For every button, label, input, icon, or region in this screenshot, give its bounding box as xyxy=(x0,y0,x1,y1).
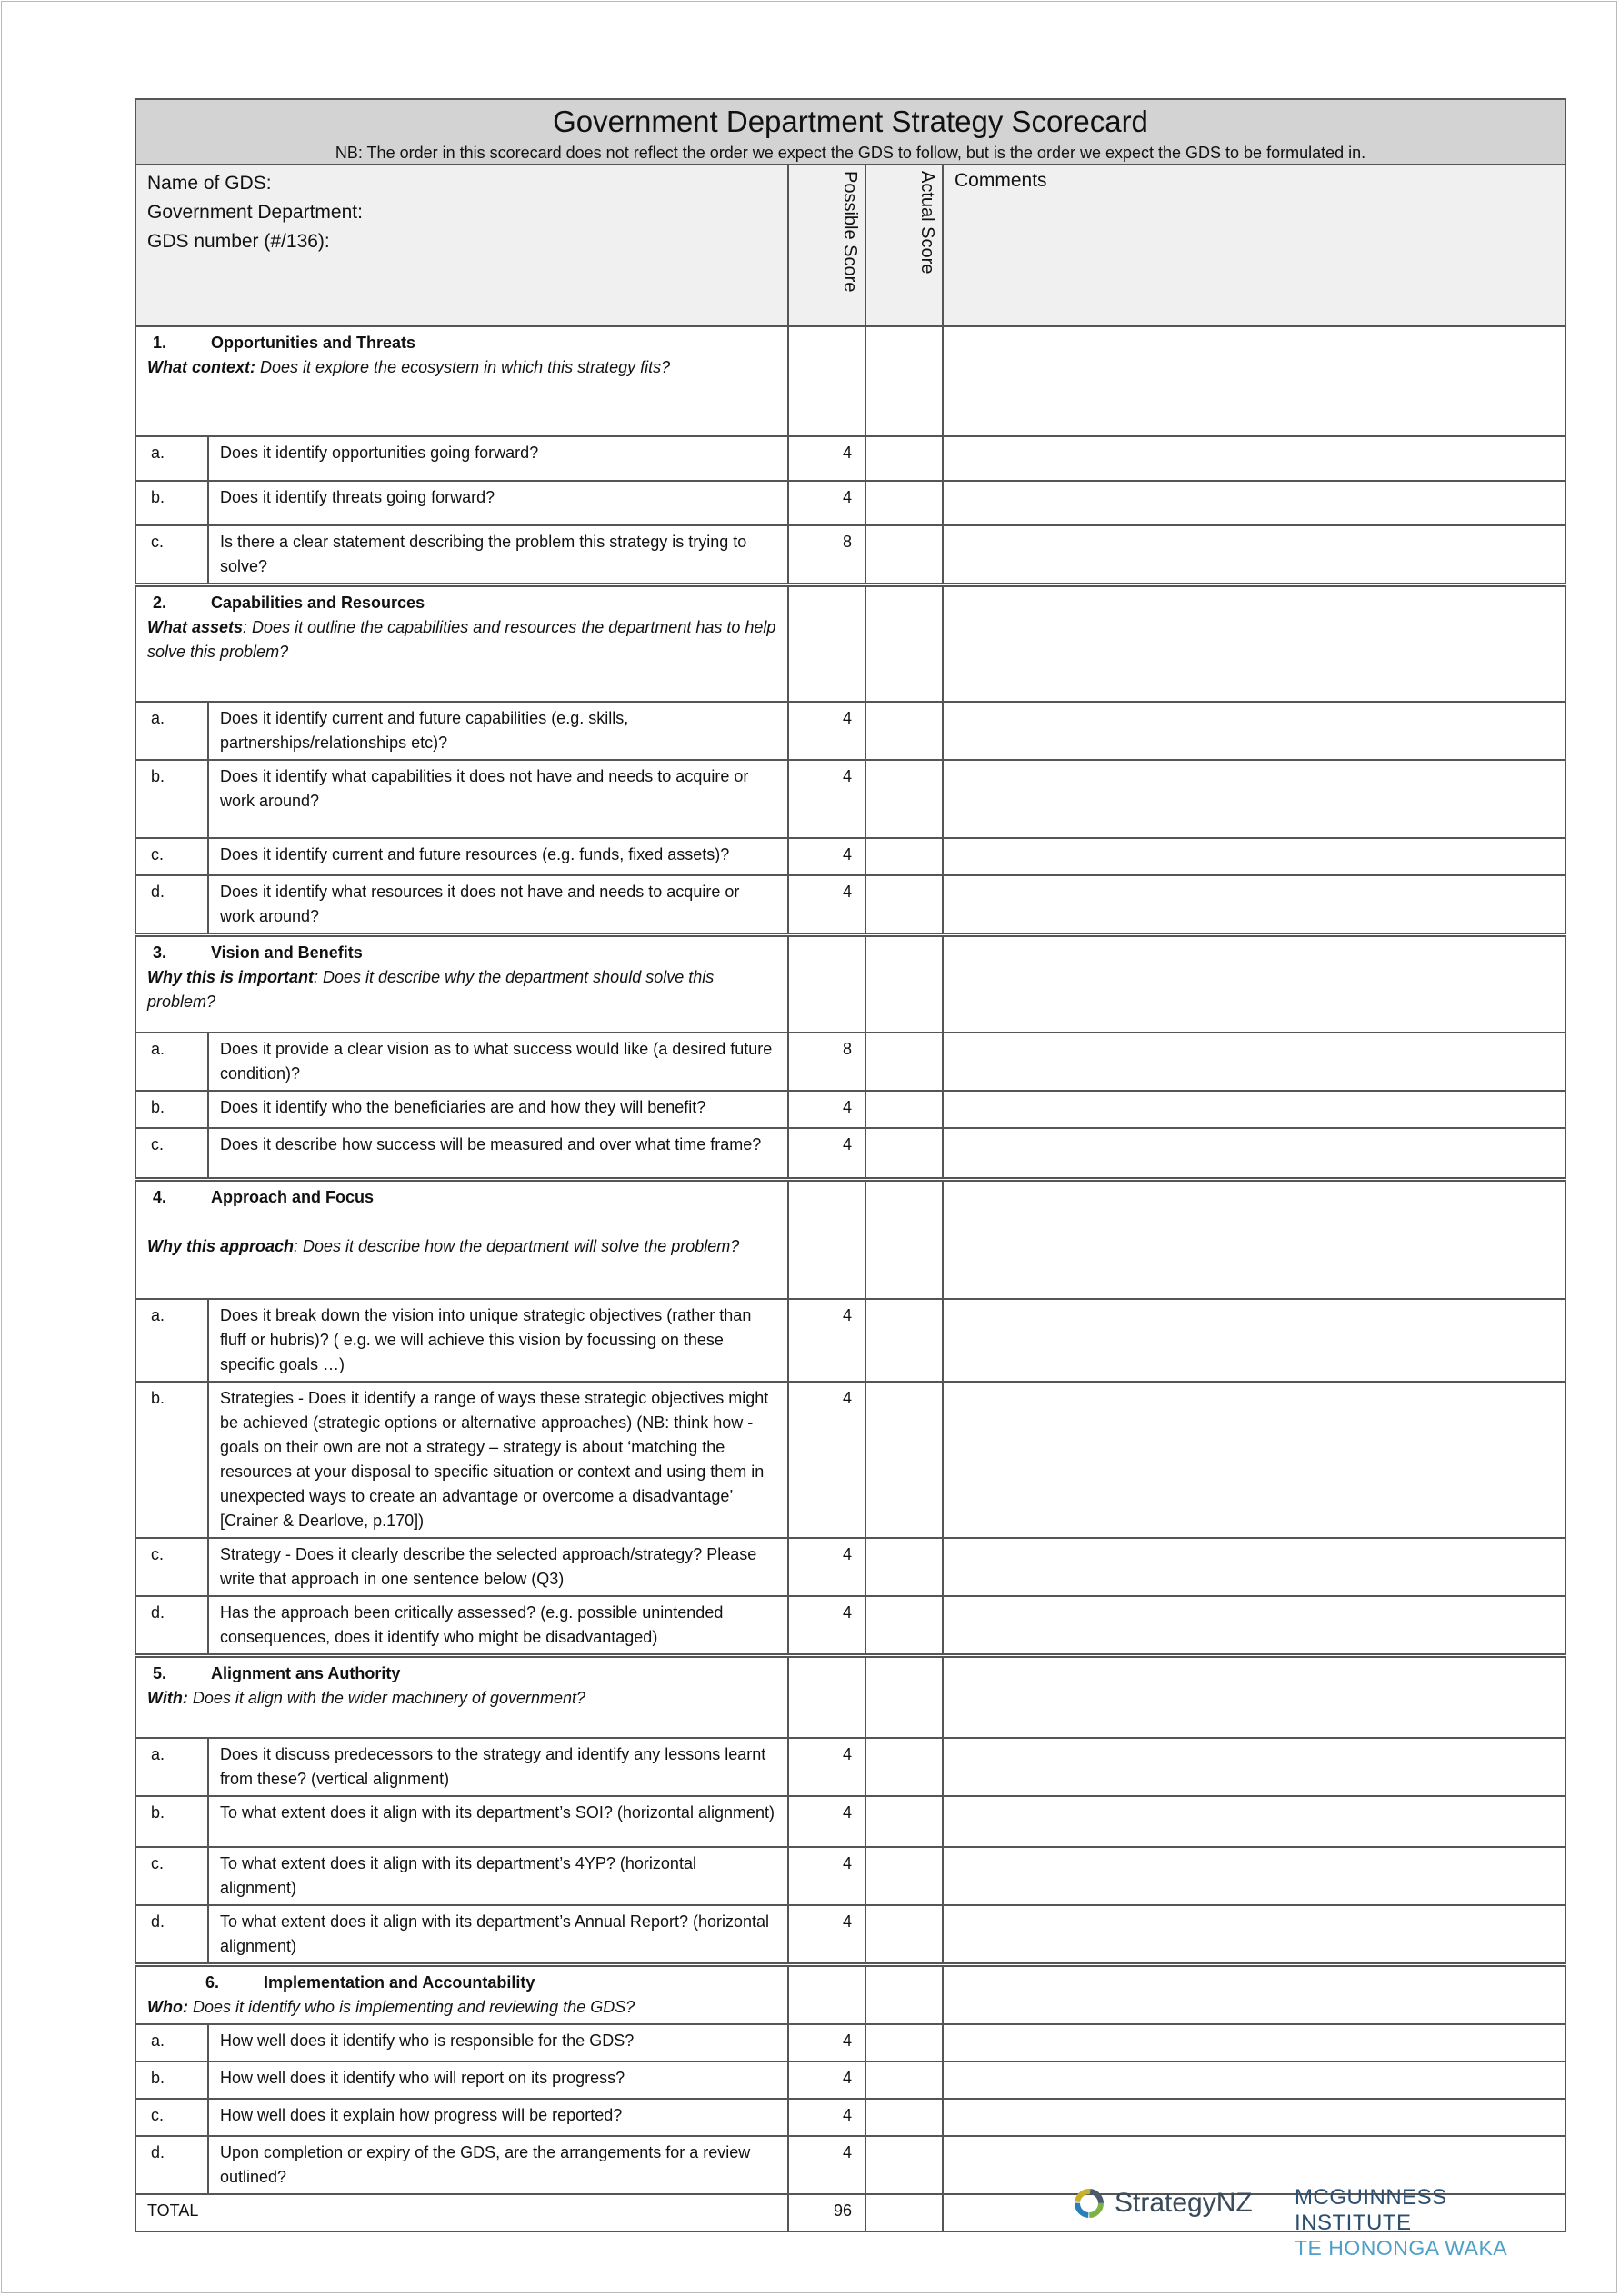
criterion-row xyxy=(135,1738,1565,1796)
criterion-row xyxy=(135,1299,1565,1382)
possible-score-value: 4 xyxy=(788,2099,865,2136)
section-header-cell xyxy=(135,1964,788,2024)
criterion-letter: a. xyxy=(135,1299,208,1382)
actual-score-input[interactable] xyxy=(865,760,943,838)
criterion-row xyxy=(135,1091,1565,1128)
section-spacer xyxy=(147,1210,776,1234)
section-context-question: Does it explore the ecosystem in which this strategy fits? xyxy=(255,358,671,376)
comments-input[interactable] xyxy=(943,702,1565,760)
comments-input[interactable] xyxy=(943,1299,1565,1382)
section-comments-cell[interactable] xyxy=(943,1964,1565,2024)
gds-number-label: GDS number (#/136): xyxy=(147,231,330,252)
criterion-question: How well does it explain how progress will be reported? xyxy=(208,2099,788,2136)
criterion-question: To what extent does it align with its department’s 4YP? (horizontal alignment) xyxy=(208,1847,788,1905)
criterion-letter: a. xyxy=(135,1738,208,1796)
section-context-lead: Who: xyxy=(147,1997,188,2016)
section-header-cell xyxy=(135,326,788,436)
actual-score-input[interactable] xyxy=(865,1796,943,1847)
section-title xyxy=(147,331,776,355)
comments-input[interactable] xyxy=(943,481,1565,525)
possible-score-value: 4 xyxy=(788,436,865,481)
possible-score-value: 4 xyxy=(788,1596,865,1656)
section-possible-score-cell xyxy=(788,326,865,436)
criterion-letter: a. xyxy=(135,1033,208,1091)
comments-input[interactable] xyxy=(943,525,1565,585)
actual-score-input[interactable] xyxy=(865,2136,943,2194)
actual-score-input[interactable] xyxy=(865,1128,943,1179)
section-number: 4. xyxy=(153,1187,167,1206)
actual-score-header: Actual Score xyxy=(865,165,943,326)
actual-score-input[interactable] xyxy=(865,875,943,935)
page-title: Government Department Strategy Scorecard xyxy=(553,105,1148,138)
criterion-question: To what extent does it align with its department’s SOI? (horizontal alignment) xyxy=(208,1796,788,1847)
section-context xyxy=(147,1995,776,2020)
header-row xyxy=(135,165,1565,326)
criterion-row xyxy=(135,481,1565,525)
section-possible-score-cell xyxy=(788,1964,865,2024)
section-context-question: Does it identify who is implementing and reviewing the GDS? xyxy=(187,1997,635,2016)
comments-input[interactable] xyxy=(943,2024,1565,2061)
criterion-row xyxy=(135,1538,1565,1596)
strategynz-logo xyxy=(1073,2187,1253,2220)
strategynz-ring-icon xyxy=(1073,2187,1105,2220)
section-header-cell xyxy=(135,934,788,1033)
criterion-row xyxy=(135,436,1565,481)
section-header-row xyxy=(135,1179,1565,1299)
section-title xyxy=(147,1662,776,1686)
section-actual-score-cell[interactable] xyxy=(865,585,943,702)
actual-score-input[interactable] xyxy=(865,1738,943,1796)
criterion-row xyxy=(135,1033,1565,1091)
section-header-cell xyxy=(135,1179,788,1299)
possible-score-value: 4 xyxy=(788,2061,865,2099)
actual-score-input[interactable] xyxy=(865,2099,943,2136)
criterion-letter: b. xyxy=(135,760,208,838)
actual-score-input[interactable] xyxy=(865,2024,943,2061)
possible-score-value: 4 xyxy=(788,2024,865,2061)
section-context-lead: Why this is important xyxy=(147,967,315,986)
criterion-question: Strategies - Does it identify a range of ways these strategic objectives might be achieved (strategic options or alternative approaches) (NB: think how - goals on their own are not a strategy – strategy is about ‘matching the resources at your disposal to specific situation or context and using them in unexpected ways to create an advantage or overcome a disadvantage’ [Crainer & Dearlove, p.170]) xyxy=(208,1382,788,1538)
section-context-question: Does it align with the wider machinery of government? xyxy=(187,1689,586,1707)
criterion-letter: b. xyxy=(135,1091,208,1128)
order-note: NB: The order in this scorecard does not reflect the order we expect the GDS to follow, but is the order we expect the GDS to be formulated in. xyxy=(335,144,1366,162)
section-possible-score-cell xyxy=(788,1179,865,1299)
section-possible-score-cell xyxy=(788,1656,865,1738)
section-comments-cell[interactable] xyxy=(943,1656,1565,1738)
criterion-question: Does it identify current and future capabilities (e.g. skills, partnerships/relationships etc)? xyxy=(208,702,788,760)
section-possible-score-cell xyxy=(788,585,865,702)
mcguinness-subtitle: TE HONONGA WAKA xyxy=(1295,2236,1508,2260)
section-comments-cell[interactable] xyxy=(943,1179,1565,1299)
title-cell xyxy=(135,99,1565,165)
criterion-row xyxy=(135,875,1565,935)
possible-score-value: 4 xyxy=(788,1905,865,1965)
section-actual-score-cell[interactable] xyxy=(865,326,943,436)
possible-score-value: 8 xyxy=(788,525,865,585)
actual-score-input[interactable] xyxy=(865,1538,943,1596)
comments-input[interactable] xyxy=(943,1128,1565,1179)
criterion-row xyxy=(135,2061,1565,2099)
criterion-letter: c. xyxy=(135,1538,208,1596)
criterion-question: How well does it identify who will report on its progress? xyxy=(208,2061,788,2099)
section-context-question: : Does it outline the capabilities and resources the department has to help solve this problem? xyxy=(147,618,776,661)
actual-score-input[interactable] xyxy=(865,2061,943,2099)
mcguinness-name: MCGUINNESS INSTITUTE xyxy=(1295,2185,1447,2235)
footer-logos xyxy=(1073,2174,1545,2260)
comments-input[interactable] xyxy=(943,1596,1565,1656)
scorecard-table xyxy=(135,98,1566,2232)
actual-score-input[interactable] xyxy=(865,1091,943,1128)
possible-score-value: 4 xyxy=(788,2136,865,2194)
criterion-question: Does it identify what resources it does not have and needs to acquire or work around? xyxy=(208,875,788,935)
section-actual-score-cell[interactable] xyxy=(865,1656,943,1738)
criterion-row xyxy=(135,1382,1565,1538)
section-number: 1. xyxy=(153,334,167,352)
section-title xyxy=(147,1185,776,1210)
criterion-row xyxy=(135,838,1565,875)
possible-score-value: 4 xyxy=(788,1847,865,1905)
possible-score-value: 4 xyxy=(788,1091,865,1128)
section-context xyxy=(147,965,776,1014)
gds-info xyxy=(135,165,788,326)
section-comments-cell[interactable] xyxy=(943,326,1565,436)
possible-score-value: 4 xyxy=(788,1299,865,1382)
section-actual-score-cell[interactable] xyxy=(865,934,943,1033)
possible-score-value: 4 xyxy=(788,1128,865,1179)
criterion-row xyxy=(135,760,1565,838)
possible-score-value: 4 xyxy=(788,838,865,875)
criterion-question: Has the approach been critically assessed? (e.g. possible unintended consequences, does it identify who might be disadvantaged) xyxy=(208,1596,788,1656)
comments-input[interactable] xyxy=(943,1538,1565,1596)
section-context-question: : Does it describe how the department will solve the problem? xyxy=(294,1236,740,1255)
criterion-letter: b. xyxy=(135,2061,208,2099)
section-comments-cell[interactable] xyxy=(943,934,1565,1033)
criterion-question: Does it describe how success will be measured and over what time frame? xyxy=(208,1128,788,1179)
section-context-lead: Why this approach xyxy=(147,1236,295,1255)
criterion-row xyxy=(135,2024,1565,2061)
actual-score-input[interactable] xyxy=(865,1033,943,1091)
possible-score-value: 4 xyxy=(788,760,865,838)
section-header-cell xyxy=(135,585,788,702)
criterion-letter: a. xyxy=(135,2024,208,2061)
criterion-letter: c. xyxy=(135,2099,208,2136)
possible-score-value: 4 xyxy=(788,1382,865,1538)
possible-score-value: 4 xyxy=(788,1538,865,1596)
section-context-lead: What context: xyxy=(147,358,255,376)
section-header-row xyxy=(135,326,1565,436)
section-actual-score-cell[interactable] xyxy=(865,1964,943,2024)
possible-score-value: 4 xyxy=(788,1738,865,1796)
section-context-question: : Does it describe why the department should solve this problem? xyxy=(147,967,715,1011)
mcguinness-logo xyxy=(1295,2185,1545,2260)
actual-score-input[interactable] xyxy=(865,702,943,760)
section-possible-score-cell xyxy=(788,934,865,1033)
section-title-text: Implementation and Accountability xyxy=(264,1972,535,1992)
section-number: 5. xyxy=(153,1664,167,1682)
section-header-row xyxy=(135,1964,1565,2024)
comments-input[interactable] xyxy=(943,2099,1565,2136)
criterion-question: How well does it identify who is responsible for the GDS? xyxy=(208,2024,788,2061)
comments-input[interactable] xyxy=(943,875,1565,935)
comments-input[interactable] xyxy=(943,1091,1565,1128)
criterion-row xyxy=(135,525,1565,585)
comments-input[interactable] xyxy=(943,2061,1565,2099)
criterion-row xyxy=(135,1596,1565,1656)
criterion-row xyxy=(135,1796,1565,1847)
section-context-lead: What assets xyxy=(147,618,244,636)
section-title-text: Vision and Benefits xyxy=(211,943,363,962)
criterion-letter: b. xyxy=(135,1796,208,1847)
criterion-row xyxy=(135,702,1565,760)
criterion-question: Does it identify who the beneficiaries are and how they will benefit? xyxy=(208,1091,788,1128)
criterion-question: Does it discuss predecessors to the strategy and identify any lessons learnt from these? (vertical alignment) xyxy=(208,1738,788,1796)
possible-score-value: 4 xyxy=(788,1796,865,1847)
comments-input[interactable] xyxy=(943,838,1565,875)
section-context xyxy=(147,1234,776,1259)
comments-input[interactable] xyxy=(943,1033,1565,1091)
section-context-lead: With: xyxy=(147,1689,188,1707)
criterion-letter: d. xyxy=(135,1596,208,1656)
criterion-question: Does it break down the vision into unique strategic objectives (rather than fluff or hubris)? ( e.g. we will achieve this vision by focussing on these specific goals …) xyxy=(208,1299,788,1382)
gds-department-label: Government Department: xyxy=(147,202,363,223)
comments-input[interactable] xyxy=(943,1382,1565,1538)
criterion-letter: c. xyxy=(135,1128,208,1179)
possible-score-value: 4 xyxy=(788,481,865,525)
gds-name-label: Name of GDS: xyxy=(147,173,272,194)
actual-score-input[interactable] xyxy=(865,525,943,585)
criterion-letter: a. xyxy=(135,436,208,481)
total-actual-score-input[interactable] xyxy=(865,2194,943,2231)
section-title xyxy=(147,941,776,965)
possible-score-header: Possible Score xyxy=(788,165,865,326)
possible-score-value: 4 xyxy=(788,875,865,935)
section-header-row xyxy=(135,585,1565,702)
section-number: 6. xyxy=(205,1972,220,1992)
criterion-question: Does it provide a clear vision as to what success would like (a desired future condition)? xyxy=(208,1033,788,1091)
criterion-letter: a. xyxy=(135,702,208,760)
section-header-cell xyxy=(135,1656,788,1738)
criterion-question: To what extent does it align with its department’s Annual Report? (horizontal alignment) xyxy=(208,1905,788,1965)
criterion-question: Does it identify what capabilities it does not have and needs to acquire or work around? xyxy=(208,760,788,838)
criterion-question: Upon completion or expiry of the GDS, are the arrangements for a review outlined? xyxy=(208,2136,788,2194)
criterion-letter: d. xyxy=(135,1905,208,1965)
section-actual-score-cell[interactable] xyxy=(865,1179,943,1299)
criterion-question: Does it identify opportunities going forward? xyxy=(208,436,788,481)
section-title-text: Alignment ans Authority xyxy=(211,1664,401,1682)
criterion-letter: c. xyxy=(135,525,208,585)
section-title xyxy=(147,1971,776,1995)
section-title-text: Opportunities and Threats xyxy=(211,334,416,352)
criterion-letter: d. xyxy=(135,875,208,935)
criterion-question: Strategy - Does it clearly describe the selected approach/strategy? Please write that approach in one sentence below (Q3) xyxy=(208,1538,788,1596)
actual-score-input[interactable] xyxy=(865,481,943,525)
strategynz-wordmark: StrategyNZ xyxy=(1115,2188,1253,2218)
actual-score-input[interactable] xyxy=(865,1905,943,1965)
comments-input[interactable] xyxy=(943,760,1565,838)
criterion-row xyxy=(135,1847,1565,1905)
actual-score-input[interactable] xyxy=(865,1847,943,1905)
criterion-letter: d. xyxy=(135,2136,208,2194)
section-number: 3. xyxy=(153,943,167,962)
total-possible-score: 96 xyxy=(788,2194,865,2231)
criterion-letter: c. xyxy=(135,1847,208,1905)
criterion-letter: b. xyxy=(135,1382,208,1538)
section-context xyxy=(147,355,776,380)
possible-score-value: 8 xyxy=(788,1033,865,1091)
criterion-row xyxy=(135,1905,1565,1965)
section-header-row xyxy=(135,1656,1565,1738)
criterion-row xyxy=(135,1128,1565,1179)
criterion-row xyxy=(135,2099,1565,2136)
section-context xyxy=(147,615,776,664)
criterion-question: Does it identify current and future resources (e.g. funds, fixed assets)? xyxy=(208,838,788,875)
criterion-letter: b. xyxy=(135,481,208,525)
comments-input[interactable] xyxy=(943,1738,1565,1796)
section-title-text: Approach and Focus xyxy=(211,1187,375,1206)
criterion-letter: c. xyxy=(135,838,208,875)
comments-input[interactable] xyxy=(943,1847,1565,1905)
actual-score-input[interactable] xyxy=(865,838,943,875)
criterion-question: Is there a clear statement describing the problem this strategy is trying to solve? xyxy=(208,525,788,585)
possible-score-value: 4 xyxy=(788,702,865,760)
actual-score-input[interactable] xyxy=(865,1382,943,1538)
criterion-question: Does it identify threats going forward? xyxy=(208,481,788,525)
section-context xyxy=(147,1686,776,1711)
section-title-text: Capabilities and Resources xyxy=(211,594,425,612)
actual-score-input[interactable] xyxy=(865,436,943,481)
comments-input[interactable] xyxy=(943,1796,1565,1847)
section-comments-cell[interactable] xyxy=(943,585,1565,702)
total-label: TOTAL xyxy=(135,2194,788,2231)
comments-input[interactable] xyxy=(943,1905,1565,1965)
section-number: 2. xyxy=(153,594,167,612)
section-title xyxy=(147,591,776,615)
comments-header: Comments xyxy=(943,165,1565,326)
actual-score-input[interactable] xyxy=(865,1299,943,1382)
title-row xyxy=(135,99,1565,165)
actual-score-input[interactable] xyxy=(865,1596,943,1656)
section-header-row xyxy=(135,934,1565,1033)
comments-input[interactable] xyxy=(943,436,1565,481)
